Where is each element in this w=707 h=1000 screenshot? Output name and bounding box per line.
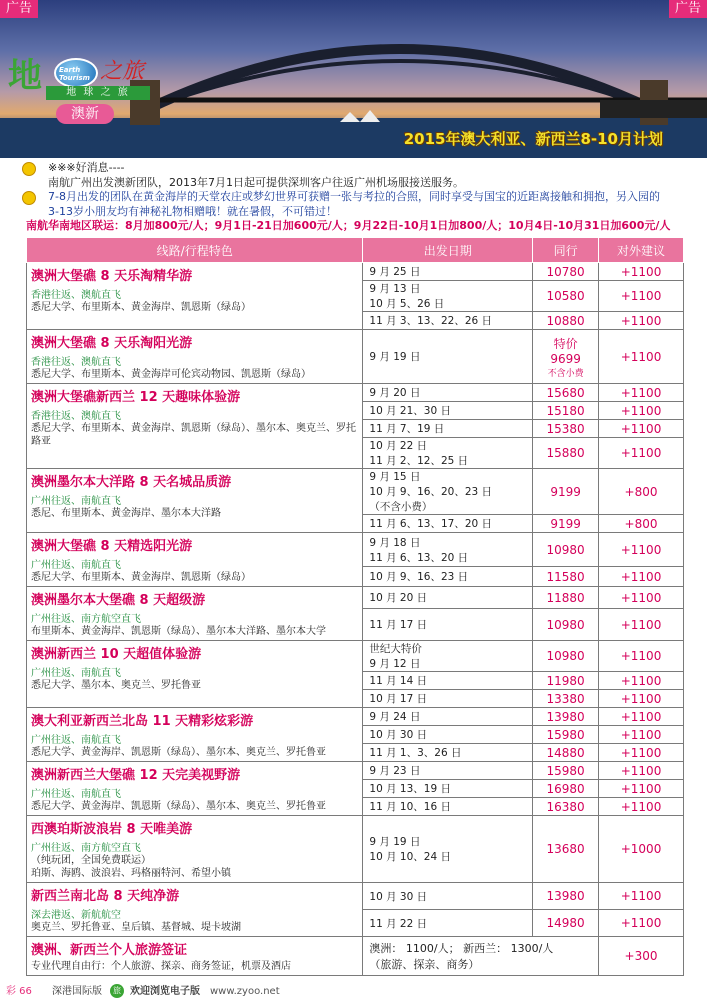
visa-name: 澳洲、新西兰个人旅游签证 [31, 943, 188, 958]
route-name: 澳洲大堡礁 8 天乐淘精华游 [31, 269, 193, 284]
departure-date: 10 月 30 日 [363, 726, 533, 744]
suggested-price: +1100 [599, 567, 684, 587]
table-row [27, 883, 684, 910]
suggested-price: +800 [599, 469, 684, 515]
table-header [27, 238, 684, 263]
peer-price-value: 11880 [546, 590, 585, 605]
departure-date: 10 月 9、16、23 日 [363, 567, 533, 587]
logo-pill: 澳新 [56, 104, 114, 124]
route-cities: 悉尼大学、黄金海岸、凯恩斯（绿岛）、墨尔本、奥克兰、罗托鲁亚 [31, 747, 326, 758]
departure-date: 10 月 21、30 日 [363, 402, 533, 420]
table-row [27, 384, 684, 402]
route-table [26, 237, 684, 976]
peer-price [533, 726, 599, 744]
peer-price-value: 10880 [546, 313, 585, 328]
route-cities: 悉尼大学、墨尔本、奥克兰、罗托鲁亚 [31, 680, 201, 691]
peer-price-value: 14880 [546, 745, 585, 760]
table-body [27, 263, 684, 976]
route-cities: （纯玩团，全国免费联运） 珀斯、海鸥、波浪岩、玛格丽特河、希望小镇 [31, 855, 231, 879]
peer-price [533, 312, 599, 330]
peer-price [533, 567, 599, 587]
route-name: 澳洲大堡礁新西兰 12 天趣味体验游 [31, 390, 241, 405]
departure-date: 世纪大特价 9 月 12 日 [363, 641, 533, 672]
suggested-price: +1100 [599, 672, 684, 690]
suggested-price: +1100 [599, 402, 684, 420]
route-flight: 深去港返、新航航空 [31, 910, 121, 921]
peer-price [533, 438, 599, 469]
table-row [27, 587, 684, 609]
suggested-price: +1100 [599, 910, 684, 937]
header-price: 同行 [533, 238, 599, 263]
visa-info: 澳洲： 1100/人； 新西兰： 1300/人 （旅游、探亲、商务） [363, 937, 599, 976]
peer-price-value: 15980 [546, 727, 585, 742]
route-cities: 悉尼大学、布里斯本、黄金海岸、凯恩斯（绿岛）、墨尔本、奥克兰、罗托路亚 [31, 423, 356, 447]
table-row [27, 816, 684, 883]
table-row [27, 533, 684, 567]
departure-date: 9 月 19 日 10 月 10、24 日 [363, 816, 533, 883]
route-name: 西澳珀斯波浪岩 8 天唯美游 [31, 822, 193, 837]
welcome-text: 欢迎浏览电子版 [130, 986, 200, 997]
route-cell [27, 708, 363, 762]
logo [8, 46, 173, 126]
route-cell [27, 469, 363, 533]
departure-date: 9 月 23 日 [363, 762, 533, 780]
peer-price [533, 402, 599, 420]
suggested-price: +1100 [599, 798, 684, 816]
suggested-price: +1100 [599, 263, 684, 281]
site-url[interactable]: www.zyoo.net [210, 986, 280, 997]
suggested-price: +1100 [599, 641, 684, 672]
footer [0, 983, 707, 1000]
peer-price-value: 14980 [546, 916, 585, 930]
suggested-price: +1100 [599, 281, 684, 312]
peer-price-value: 10780 [546, 264, 585, 279]
logo-di: 地 [8, 56, 42, 96]
route-cell [27, 384, 363, 469]
route-name: 澳洲大堡礁 8 天乐淘阳光游 [31, 336, 193, 351]
departure-date: 11 月 17 日 [363, 609, 533, 641]
suggested-price: +1100 [599, 384, 684, 402]
suggested-price: +1100 [599, 708, 684, 726]
route-cities: 悉尼大学、黄金海岸、凯恩斯（绿岛）、墨尔本、奥克兰、罗托鲁亚 [31, 801, 326, 812]
peer-price-value: 16380 [546, 799, 585, 814]
route-cell [27, 816, 363, 883]
departure-date: 11 月 3、13、22、26 日 [363, 312, 533, 330]
notice-line-3: 7-8月出发的团队在黄金海岸的天堂农庄或梦幻世界可获赠一张与考拉的合照，同时享受与国宝的近距离接触和拥抱，另入园的 [48, 190, 660, 203]
departure-date: 11 月 10、16 日 [363, 798, 533, 816]
route-flight: 广州往返、南航直飞 [31, 735, 121, 746]
departure-date: 10 月 17 日 [363, 690, 533, 708]
route-cities: 布里斯本、黄金海岸、凯恩斯（绿岛）、墨尔本大洋路、墨尔本大学 [31, 626, 326, 637]
suggested-price: +1100 [599, 587, 684, 609]
suggested-price: +1100 [599, 690, 684, 708]
peer-price [533, 330, 599, 384]
suggested-price: +1100 [599, 312, 684, 330]
suggested-price: +1100 [599, 420, 684, 438]
peer-price-value: 11980 [546, 673, 585, 688]
header-route: 线路/行程特色 [27, 238, 363, 263]
suggested-price: +1100 [599, 438, 684, 469]
header-suggest: 对外建议 [599, 238, 684, 263]
route-flight: 香港往返、澳航直飞 [31, 411, 121, 422]
peer-price [533, 798, 599, 816]
departure-date: 9 月 20 日 [363, 384, 533, 402]
departure-date: 10 月 13、19 日 [363, 780, 533, 798]
peer-price-value: 10580 [546, 289, 585, 303]
suggested-price: +1100 [599, 744, 684, 762]
suggested-price: +1100 [599, 726, 684, 744]
departure-date: 9 月 19 日 [363, 330, 533, 384]
peer-price [533, 690, 599, 708]
peer-price [533, 816, 599, 883]
peer-price [533, 384, 599, 402]
route-flight: 广州往返、南方航空直飞 [31, 614, 141, 625]
peer-price-value: 15680 [546, 385, 585, 400]
route-name: 新西兰南北岛 8 天纯净游 [31, 889, 180, 904]
peer-price [533, 762, 599, 780]
departure-date: 10 月 22 日 11 月 2、12、25 日 [363, 438, 533, 469]
departure-date: 11 月 7、19 日 [363, 420, 533, 438]
notice-line-2: 南航广州出发澳新团队，2013年7月1日起可提供深圳客户往返广州机场服接送服务。 [48, 175, 464, 189]
route-name: 澳洲墨尔本大堡礁 8 天超级游 [31, 593, 206, 608]
departure-date: 10 月 30 日 [363, 883, 533, 910]
table-row [27, 263, 684, 281]
route-cities: 悉尼大学、布里斯本、黄金海岸、凯恩斯（绿岛） [31, 302, 251, 313]
peer-price-value: 16980 [546, 781, 585, 796]
peer-price-value: 15880 [546, 446, 585, 460]
price-note: 不含小费 [547, 368, 584, 379]
departure-date: 9 月 18 日 11 月 6、13、20 日 [363, 533, 533, 567]
peer-price-value: 15380 [546, 421, 585, 436]
route-name: 澳洲大堡礁 8 天精选阳光游 [31, 539, 193, 554]
notice-line-1: ※※※好消息---- [48, 161, 125, 174]
logo-strip: 地 球 之 旅 [46, 86, 150, 100]
peer-price-value: 10980 [546, 617, 585, 632]
route-name: 澳洲新西兰大堡礁 12 天完美视野游 [31, 768, 241, 783]
visa-desc: 专业代理自由行：个人旅游、探亲、商务签证，机票及酒店 [31, 961, 291, 972]
banner-title: 2015年澳大利亚、新西兰8-10月计划 [403, 130, 663, 148]
route-cell [27, 883, 363, 937]
route-cities: 悉尼大学、布里斯本、黄金海岸、凯恩斯（绿岛） [31, 572, 251, 583]
table-row [27, 937, 684, 976]
route-cell [27, 330, 363, 384]
departure-date: 10 月 20 日 [363, 587, 533, 609]
route-flight: 香港往返、澳航直飞 [31, 357, 121, 368]
suggested-price: +1100 [599, 883, 684, 910]
route-flight: 广州往返、南航直飞 [31, 560, 121, 571]
ad-tag-left: 广告 [0, 0, 38, 18]
peer-price-value: 13680 [546, 842, 585, 856]
departure-date: 9 月 13 日 10 月 5、26 日 [363, 281, 533, 312]
route-cell [27, 587, 363, 641]
peer-price-value: 13980 [546, 889, 585, 903]
peer-price [533, 609, 599, 641]
peer-price-value: 9199 [550, 516, 581, 531]
route-flight: 香港往返、澳航直飞 [31, 290, 121, 301]
ad-tag-right: 广告 [669, 0, 707, 18]
table-row [27, 708, 684, 726]
table-row [27, 330, 684, 384]
peer-price-value: 15980 [546, 763, 585, 778]
departure-date: 11 月 14 日 [363, 672, 533, 690]
header-date: 出发日期 [363, 238, 533, 263]
route-cities: 奥克兰、罗托鲁亚、皇后镇、基督城、堤卡坡湖 [31, 922, 241, 933]
route-cities: 悉尼、布里斯本、黄金海岸、墨尔本大洋路 [31, 508, 221, 519]
suggested-price: +1100 [599, 780, 684, 798]
visa-suggested: +300 [599, 937, 684, 976]
notice [22, 161, 692, 234]
peer-price [533, 515, 599, 533]
route-flight: 广州往返、南航直飞 [31, 789, 121, 800]
peer-price [533, 533, 599, 567]
notice-line-4: 3-13岁小朋友均有神秘礼物相赠哦！就在暑假，不可错过！ [48, 204, 337, 218]
route-cities: 悉尼大学、布里斯本、黄金海岸可伦宾动物园、凯恩斯（绿岛） [31, 369, 311, 380]
suggested-price: +1100 [599, 609, 684, 641]
smiley-icon [22, 191, 36, 205]
suggested-price: +1100 [599, 533, 684, 567]
banner [0, 0, 707, 158]
peer-price [533, 469, 599, 515]
globe-icon [54, 58, 98, 88]
page-number: 彩 66 [6, 986, 32, 997]
peer-price [533, 744, 599, 762]
route-cell [27, 762, 363, 816]
peer-price [533, 587, 599, 609]
suggested-price: +1000 [599, 816, 684, 883]
peer-price [533, 281, 599, 312]
edition: 深港国际版 [52, 986, 102, 997]
departure-date: 9 月 24 日 [363, 708, 533, 726]
peer-price [533, 883, 599, 910]
table-row [27, 469, 684, 515]
route-flight: 广州往返、南航直飞 [31, 496, 121, 507]
peer-price-value: 11580 [546, 569, 585, 584]
peer-price-value: 10980 [546, 542, 585, 557]
peer-price-value: 15180 [546, 403, 585, 418]
edition-badge-icon: 旅 [110, 984, 124, 998]
route-cell [27, 263, 363, 330]
peer-price [533, 263, 599, 281]
route-flight: 广州往返、南航直飞 [31, 668, 121, 679]
suggested-price: +800 [599, 515, 684, 533]
logo-globe-text: Earth Tourism [59, 66, 90, 82]
route-name: 澳洲墨尔本大洋路 8 天名城品质游 [31, 475, 232, 490]
table-row [27, 762, 684, 780]
logo-zhilv: 之旅 [100, 59, 145, 84]
departure-date: 11 月 6、13、17、20 日 [363, 515, 533, 533]
route-flight: 广州往返、南方航空直飞 [31, 843, 141, 854]
peer-price-value: 13980 [546, 709, 585, 724]
departure-date: 11 月 1、3、26 日 [363, 744, 533, 762]
peer-price [533, 708, 599, 726]
peer-price-value: 9199 [550, 484, 581, 499]
smiley-icon [22, 162, 36, 176]
departure-date: 9 月 15 日 10 月 9、16、20、23 日 （不含小费） [363, 469, 533, 515]
table-row [27, 641, 684, 672]
peer-price [533, 910, 599, 937]
peer-price-value: 13380 [546, 691, 585, 706]
peer-price [533, 641, 599, 672]
notice-line-5: 南航华南地区联运：8月加800元/人；9月1日-21日加600元/人；9月22日-10月1日加800/人；10月4日-10月31日加600元/人 [26, 219, 671, 232]
departure-date: 9 月 25 日 [363, 263, 533, 281]
departure-date: 11 月 22 日 [363, 910, 533, 937]
peer-price-value: 10980 [546, 649, 585, 663]
suggested-price: +1100 [599, 330, 684, 384]
peer-price-value: 特价 9699 [550, 336, 581, 366]
suggested-price: +1100 [599, 762, 684, 780]
route-cell [27, 641, 363, 708]
route-name: 澳大利亚新西兰北岛 11 天精彩炫彩游 [31, 714, 254, 729]
peer-price [533, 672, 599, 690]
route-cell [27, 533, 363, 587]
peer-price [533, 420, 599, 438]
peer-price [533, 780, 599, 798]
visa-cell [27, 937, 363, 976]
route-name: 澳洲新西兰 10 天超值体验游 [31, 647, 202, 662]
